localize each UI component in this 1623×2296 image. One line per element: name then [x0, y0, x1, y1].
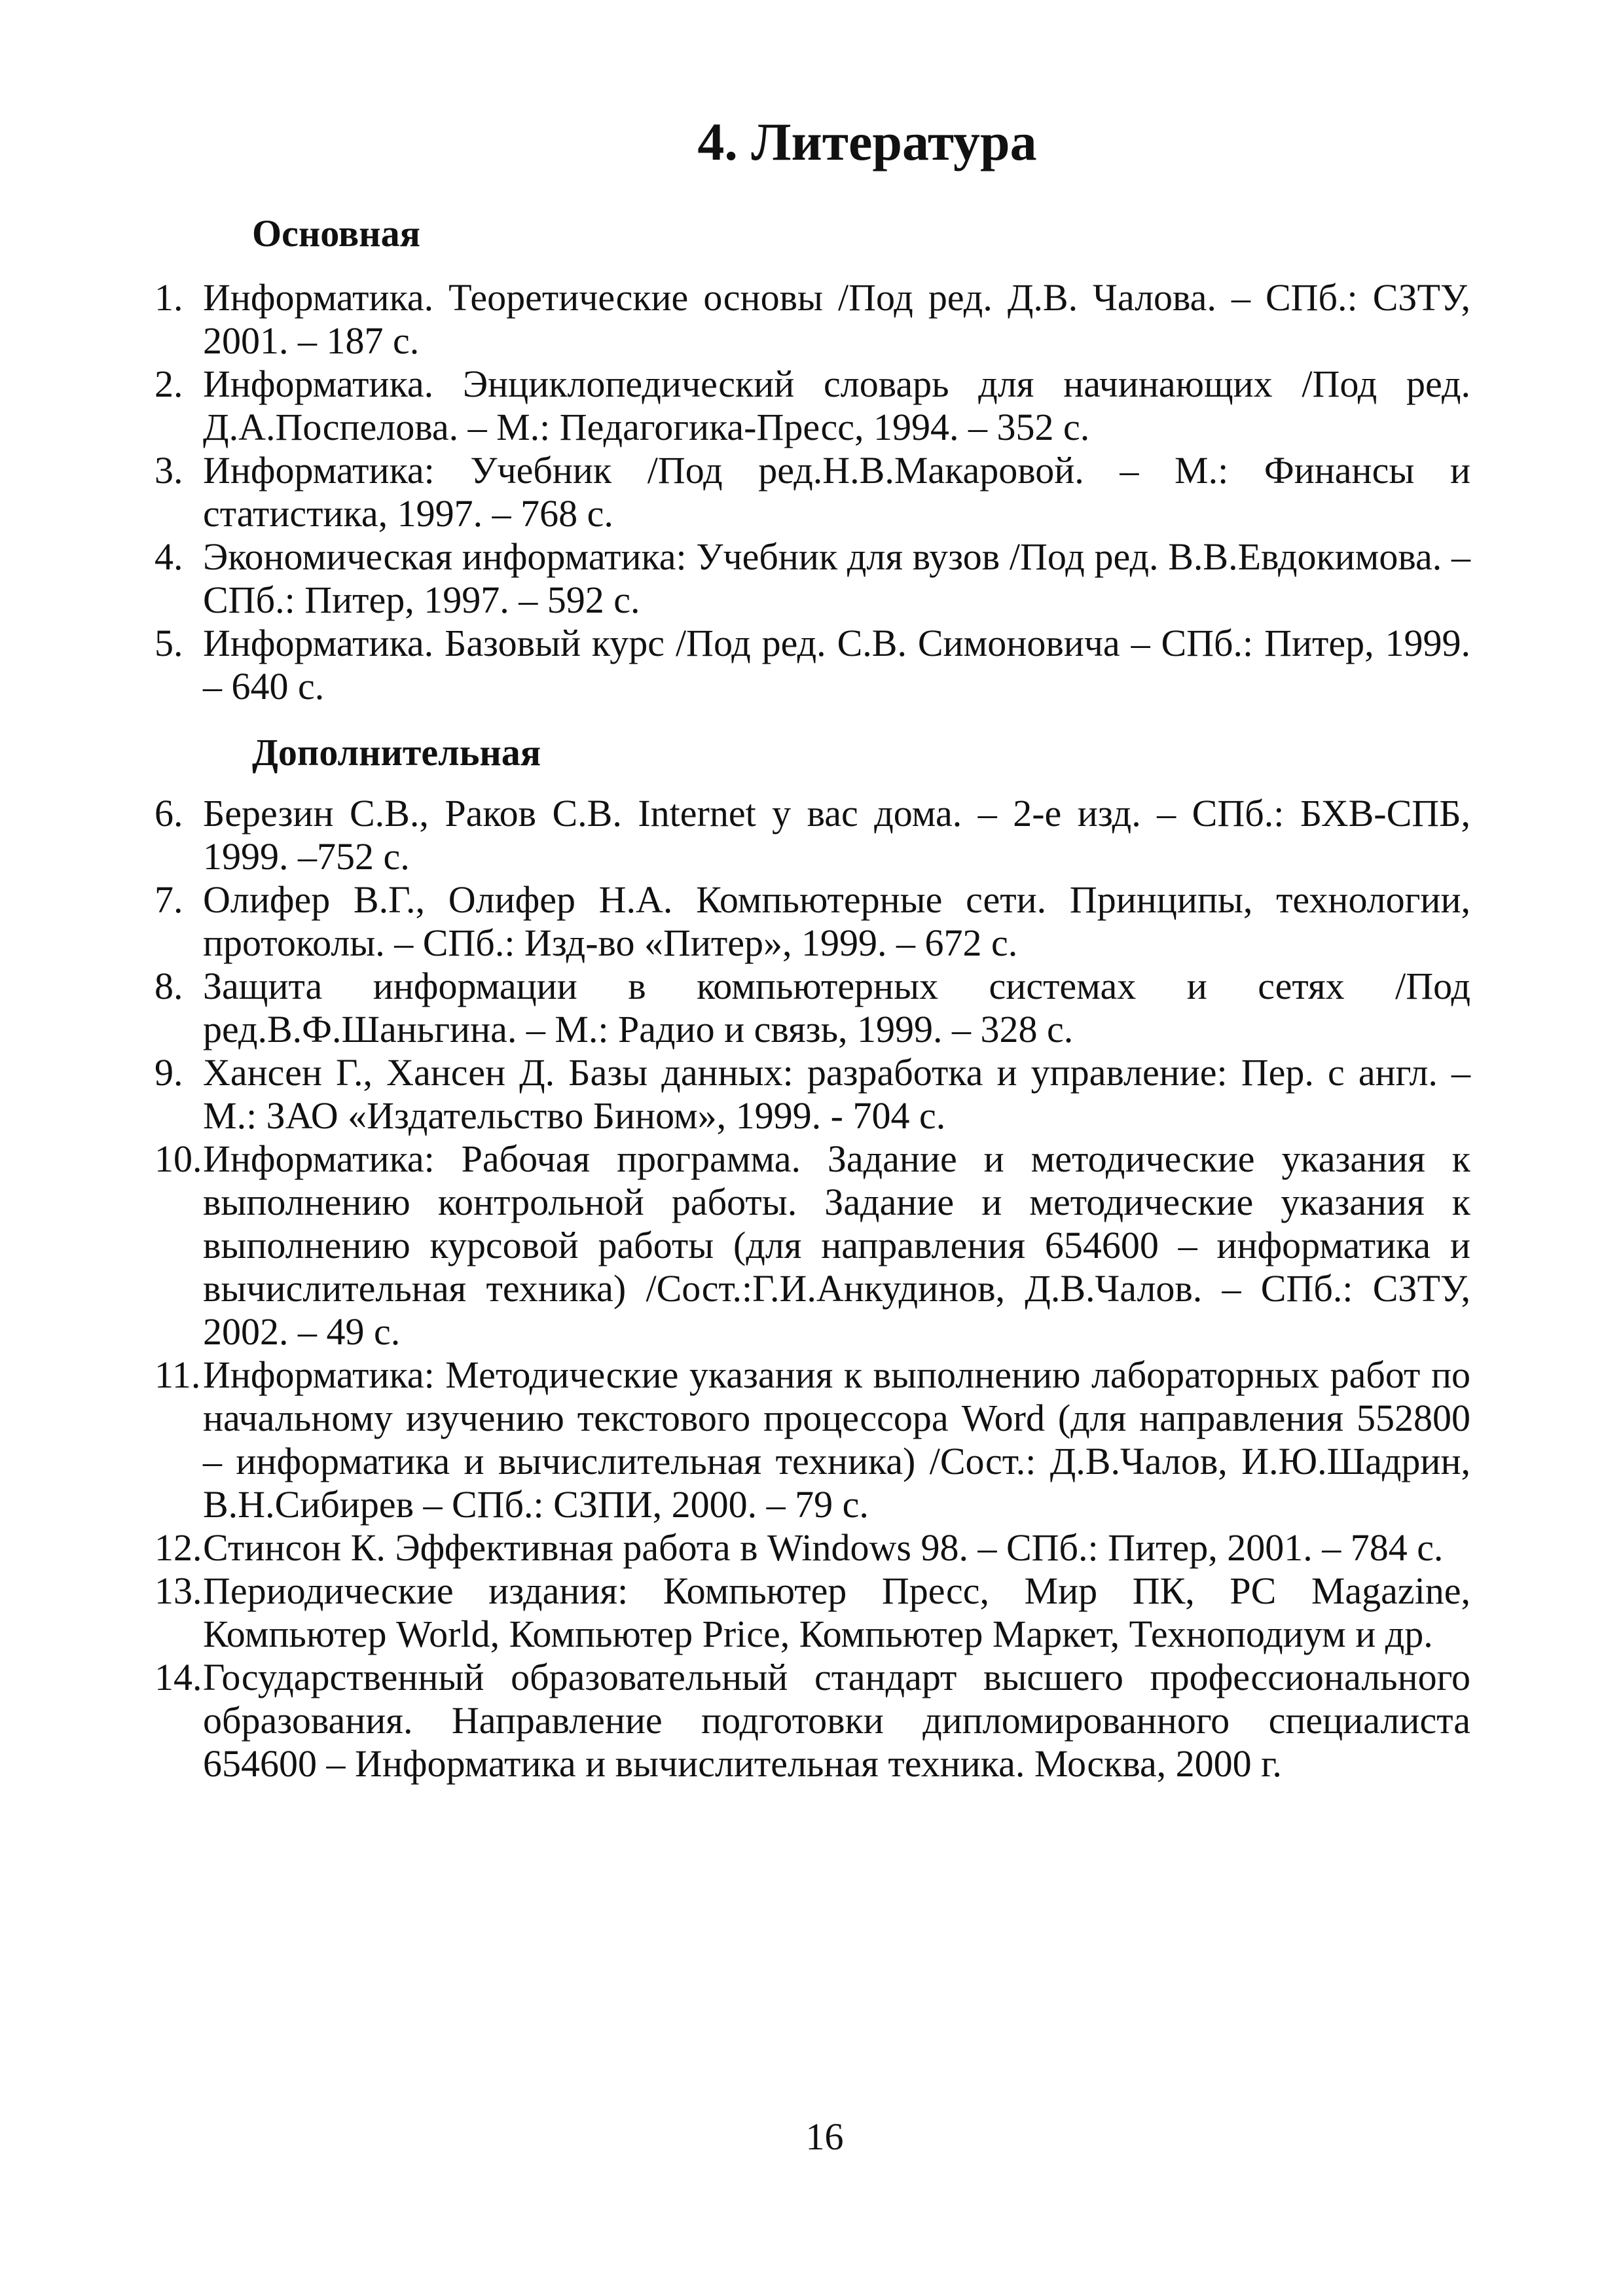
- reference-text: Березин С.В., Раков С.В. Internet у вас дома. – 2-е изд. – СПб.: БХВ-СПБ, 1999. –752 с.: [203, 792, 1470, 878]
- reference-item: [155, 1354, 1470, 1526]
- reference-text: Информатика: Учебник /Под ред.Н.В.Макаровой. – М.: Финансы и статистика, 1997. – 768 с.: [203, 449, 1470, 535]
- reference-text: Хансен Г., Хансен Д. Базы данных: разработка и управление: Пер. с англ. – М.: ЗАО «Издательство Бином», 1999. - 704 с.: [203, 1051, 1470, 1137]
- reference-item: [155, 449, 1470, 535]
- page-number: 16: [805, 2115, 844, 2158]
- reference-number: 5.: [155, 622, 183, 664]
- reference-number: 3.: [155, 449, 183, 492]
- reference-text: Государственный образовательный стандарт высшего профессионального образования. Направление подготовки дипломированного специалиста 654600 – Информатика и вычислительная техника. Москва, 2000 г.: [203, 1656, 1470, 1785]
- reference-text: Периодические издания: Компьютер Пресс, Мир ПК, PC Magazine, Компьютер World, Компьютер Price, Компьютер Маркет, Технoподиум и др.: [203, 1570, 1470, 1655]
- reference-item: [155, 792, 1470, 878]
- reference-number: 12.: [155, 1526, 202, 1569]
- reference-item: [155, 535, 1470, 622]
- reference-text: Информатика. Энциклопедический словарь для начинающих /Под ред. Д.А.Поспелова. – М.: Педагогика-Пресс, 1994. – 352 с.: [203, 363, 1470, 448]
- reference-number: 11.: [155, 1354, 201, 1396]
- page-title: 4. Литература: [697, 112, 1037, 171]
- reference-item: [155, 622, 1470, 708]
- reference-number: 8.: [155, 965, 183, 1007]
- reference-item: [155, 1051, 1470, 1138]
- reference-text: Информатика. Теоретические основы /Под ред. Д.В. Чалова. – СПб.: СЗТУ, 2001. – 187 с.: [203, 276, 1470, 362]
- section-heading-main: Основная: [252, 212, 420, 255]
- reference-number: 13.: [155, 1570, 202, 1612]
- reference-number: 10.: [155, 1138, 202, 1180]
- reference-number: 14.: [155, 1656, 202, 1698]
- reference-number: 4.: [155, 535, 183, 578]
- reference-text: Информатика. Базовый курс /Под ред. С.В. Симоновича – СПб.: Питер, 1999. – 640 с.: [203, 622, 1470, 708]
- reference-text: Защита информации в компьютерных системах и сетях /Под ред.В.Ф.Шаньгина. – М.: Радио и связь, 1999. – 328 с.: [203, 965, 1470, 1050]
- reference-item: [155, 965, 1470, 1051]
- reference-number: 1.: [155, 276, 183, 319]
- reference-text: Экономическая информатика: Учебник для вузов /Под ред. В.В.Евдокимова. – СПб.: Питер, 1997. – 592 с.: [203, 535, 1470, 621]
- reference-item: [155, 363, 1470, 449]
- reference-item: [155, 1656, 1470, 1785]
- reference-list-main: [155, 276, 1470, 708]
- reference-item: [155, 1570, 1470, 1656]
- reference-number: 9.: [155, 1051, 183, 1094]
- reference-item: [155, 1526, 1470, 1570]
- reference-text: Стинсон К. Эффективная работа в Windows 98. – СПб.: Питер, 2001. – 784 с.: [203, 1526, 1444, 1569]
- reference-item: [155, 276, 1470, 363]
- section-heading-extra: Дополнительная: [252, 731, 541, 774]
- reference-text: Олифер В.Г., Олифер Н.А. Компьютерные сети. Принципы, технологии, протоколы. – СПб.: Изд-во «Питер», 1999. – 672 с.: [203, 878, 1470, 964]
- reference-item: [155, 878, 1470, 965]
- reference-item: [155, 1138, 1470, 1354]
- reference-list-extra: [155, 792, 1470, 1785]
- reference-number: 2.: [155, 363, 183, 405]
- reference-number: 7.: [155, 878, 183, 921]
- reference-number: 6.: [155, 792, 183, 834]
- reference-text: Информатика: Методические указания к выполнению лабораторных работ по начальному изучению текстового процессора Word (для направления 552800 – информатика и вычислительная техника) /Сост.: Д.В.Чалов, И.Ю.Шадрин, В.Н.Сибирев – СПб.: СЗПИ, 2000. – 79 с.: [203, 1354, 1470, 1526]
- reference-text: Информатика: Рабочая программа. Задание и методические указания к выполнению контрольной работы. Задание и методические указания к выполнению курсовой работы (для направления 654600 – информатика и вычислительная техника) /Сост.:Г.И.Анкудинов, Д.В.Чалов. – СПб.: СЗТУ, 2002. – 49 с.: [203, 1138, 1470, 1353]
